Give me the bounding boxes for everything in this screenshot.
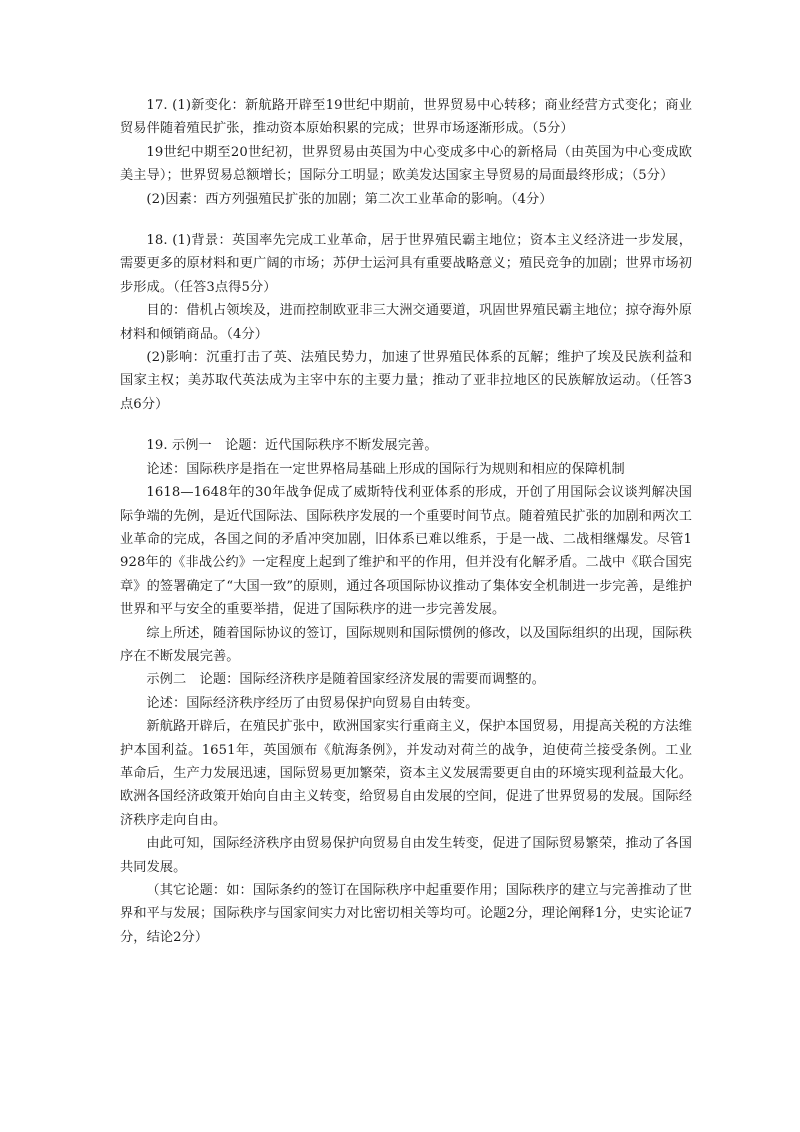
answer-document: [120, 94, 692, 949]
question-19-answer: [120, 434, 692, 949]
q18-paragraph-1: 18. (1)背景：英国率先完成工业革命，居于世界殖民霸主地位；资本主义经济进一步发展，需要更多的原材料和更广阔的市场；苏伊士运河具有重要战略意义；殖民竞争的加剧；世界市场初步形成。（任答3点得5分）: [120, 233, 692, 295]
q19-paragraph-5: 示例二 论题：国际经济秩序是随着国家经济发展的需要而调整的。: [146, 672, 546, 688]
q19-paragraph-8: 由此可知，国际经济秩序由贸易保护向贸易自由发生转变，促进了国际贸易繁荣，推动了各国共同发展。: [120, 836, 692, 875]
q19-paragraph-7: 新航路开辟后，在殖民扩张中，欧洲国家实行重商主义，保护本国贸易，用提高关税的方法维护本国利益。1651年，英国颁布《航海条例》，并发动对荷兰的战争，迫使荷兰接受条例。工业革命后，生产力发展迅速，国际贸易更加繁荣，资本主义发展需要更自由的环境实现利益最大化。欧洲各国经济政策开始向自由主义转变，给贸易自由发展的空间，促进了世界贸易的发展。国际经济秩序走向自由。: [120, 719, 692, 828]
q19-paragraph-2: 论述：国际秩序是指在一定世界格局基础上形成的国际行为规则和相应的保障机制: [146, 461, 625, 477]
question-18-answer: [120, 229, 692, 416]
q17-paragraph-2: 19世纪中期至20世纪初，世界贸易由英国为中心变成多中心的新格局（由英国为中心变成欧美主导）；世界贸易总额增长；国际分工明显；欧美发达国家主导贸易的局面最终形成；（5分）: [120, 144, 692, 184]
q19-paragraph-6: 论述：国际经济秩序经历了由贸易保护向贸易自由转变。: [146, 695, 479, 711]
q18-paragraph-2: 目的：借机占领埃及，进而控制欧亚非三大洲交通要道，巩固世界殖民霸主地位；掠夺海外原材料和倾销商品。（4分）: [120, 303, 692, 342]
q19-paragraph-1: 19. 示例一 论题：近代国际秩序不断发展完善。: [146, 438, 438, 454]
q19-paragraph-9: （其它论题：如：国际条约的签订在国际秩序中起重要作用；国际秩序的建立与完善推动了世界和平与发展；国际秩序与国家间实力对比密切相关等均可。论题2分，理论阐释1分，史实论证7分，结论2分）: [120, 883, 692, 945]
question-17-answer: [120, 94, 692, 211]
q18-paragraph-3: (2)影响：沉重打击了英、法殖民势力，加速了世界殖民体系的瓦解；维护了埃及民族利益和国家主权；美苏取代英法成为主宰中东的主要力量；推动了亚非拉地区的民族解放运动。（任答3点6分）: [120, 350, 692, 412]
q17-paragraph-1: 17. (1)新变化：新航路开辟至19世纪中期前，世界贸易中心转移；商业经营方式变化；商业贸易伴随着殖民扩张，推动资本原始积累的完成；世界市场逐渐形成。（5分）: [120, 98, 692, 137]
q19-paragraph-3: 1618—1648年的30年战争促成了威斯特伐利亚体系的形成，开创了用国际会议谈判解决国际争端的先例，是近代国际法、国际秩序发展的一个重要时间节点。随着殖民扩张的加剧和两次工业革命的完成，各国之间的矛盾冲突加剧，旧体系已难以维系，于是一战、二战相继爆发。尽管1928年的《非战公约》一定程度上起到了维护和平的作用，但并没有化解矛盾。二战中《联合国宪章》的签署确定了“大国一致”的原则，通过各项国际协议推动了集体安全机制进一步完善，是维护世界和平与安全的重要举措，促进了国际秩序的进一步完善发展。: [120, 485, 692, 618]
q19-paragraph-4: 综上所述，随着国际协议的签订，国际规则和国际惯例的修改，以及国际组织的出现，国际秩序在不断发展完善。: [120, 625, 692, 664]
q17-paragraph-3: (2)因素：西方列强殖民扩张的加剧；第二次工业革命的影响。（4分）: [146, 191, 553, 207]
